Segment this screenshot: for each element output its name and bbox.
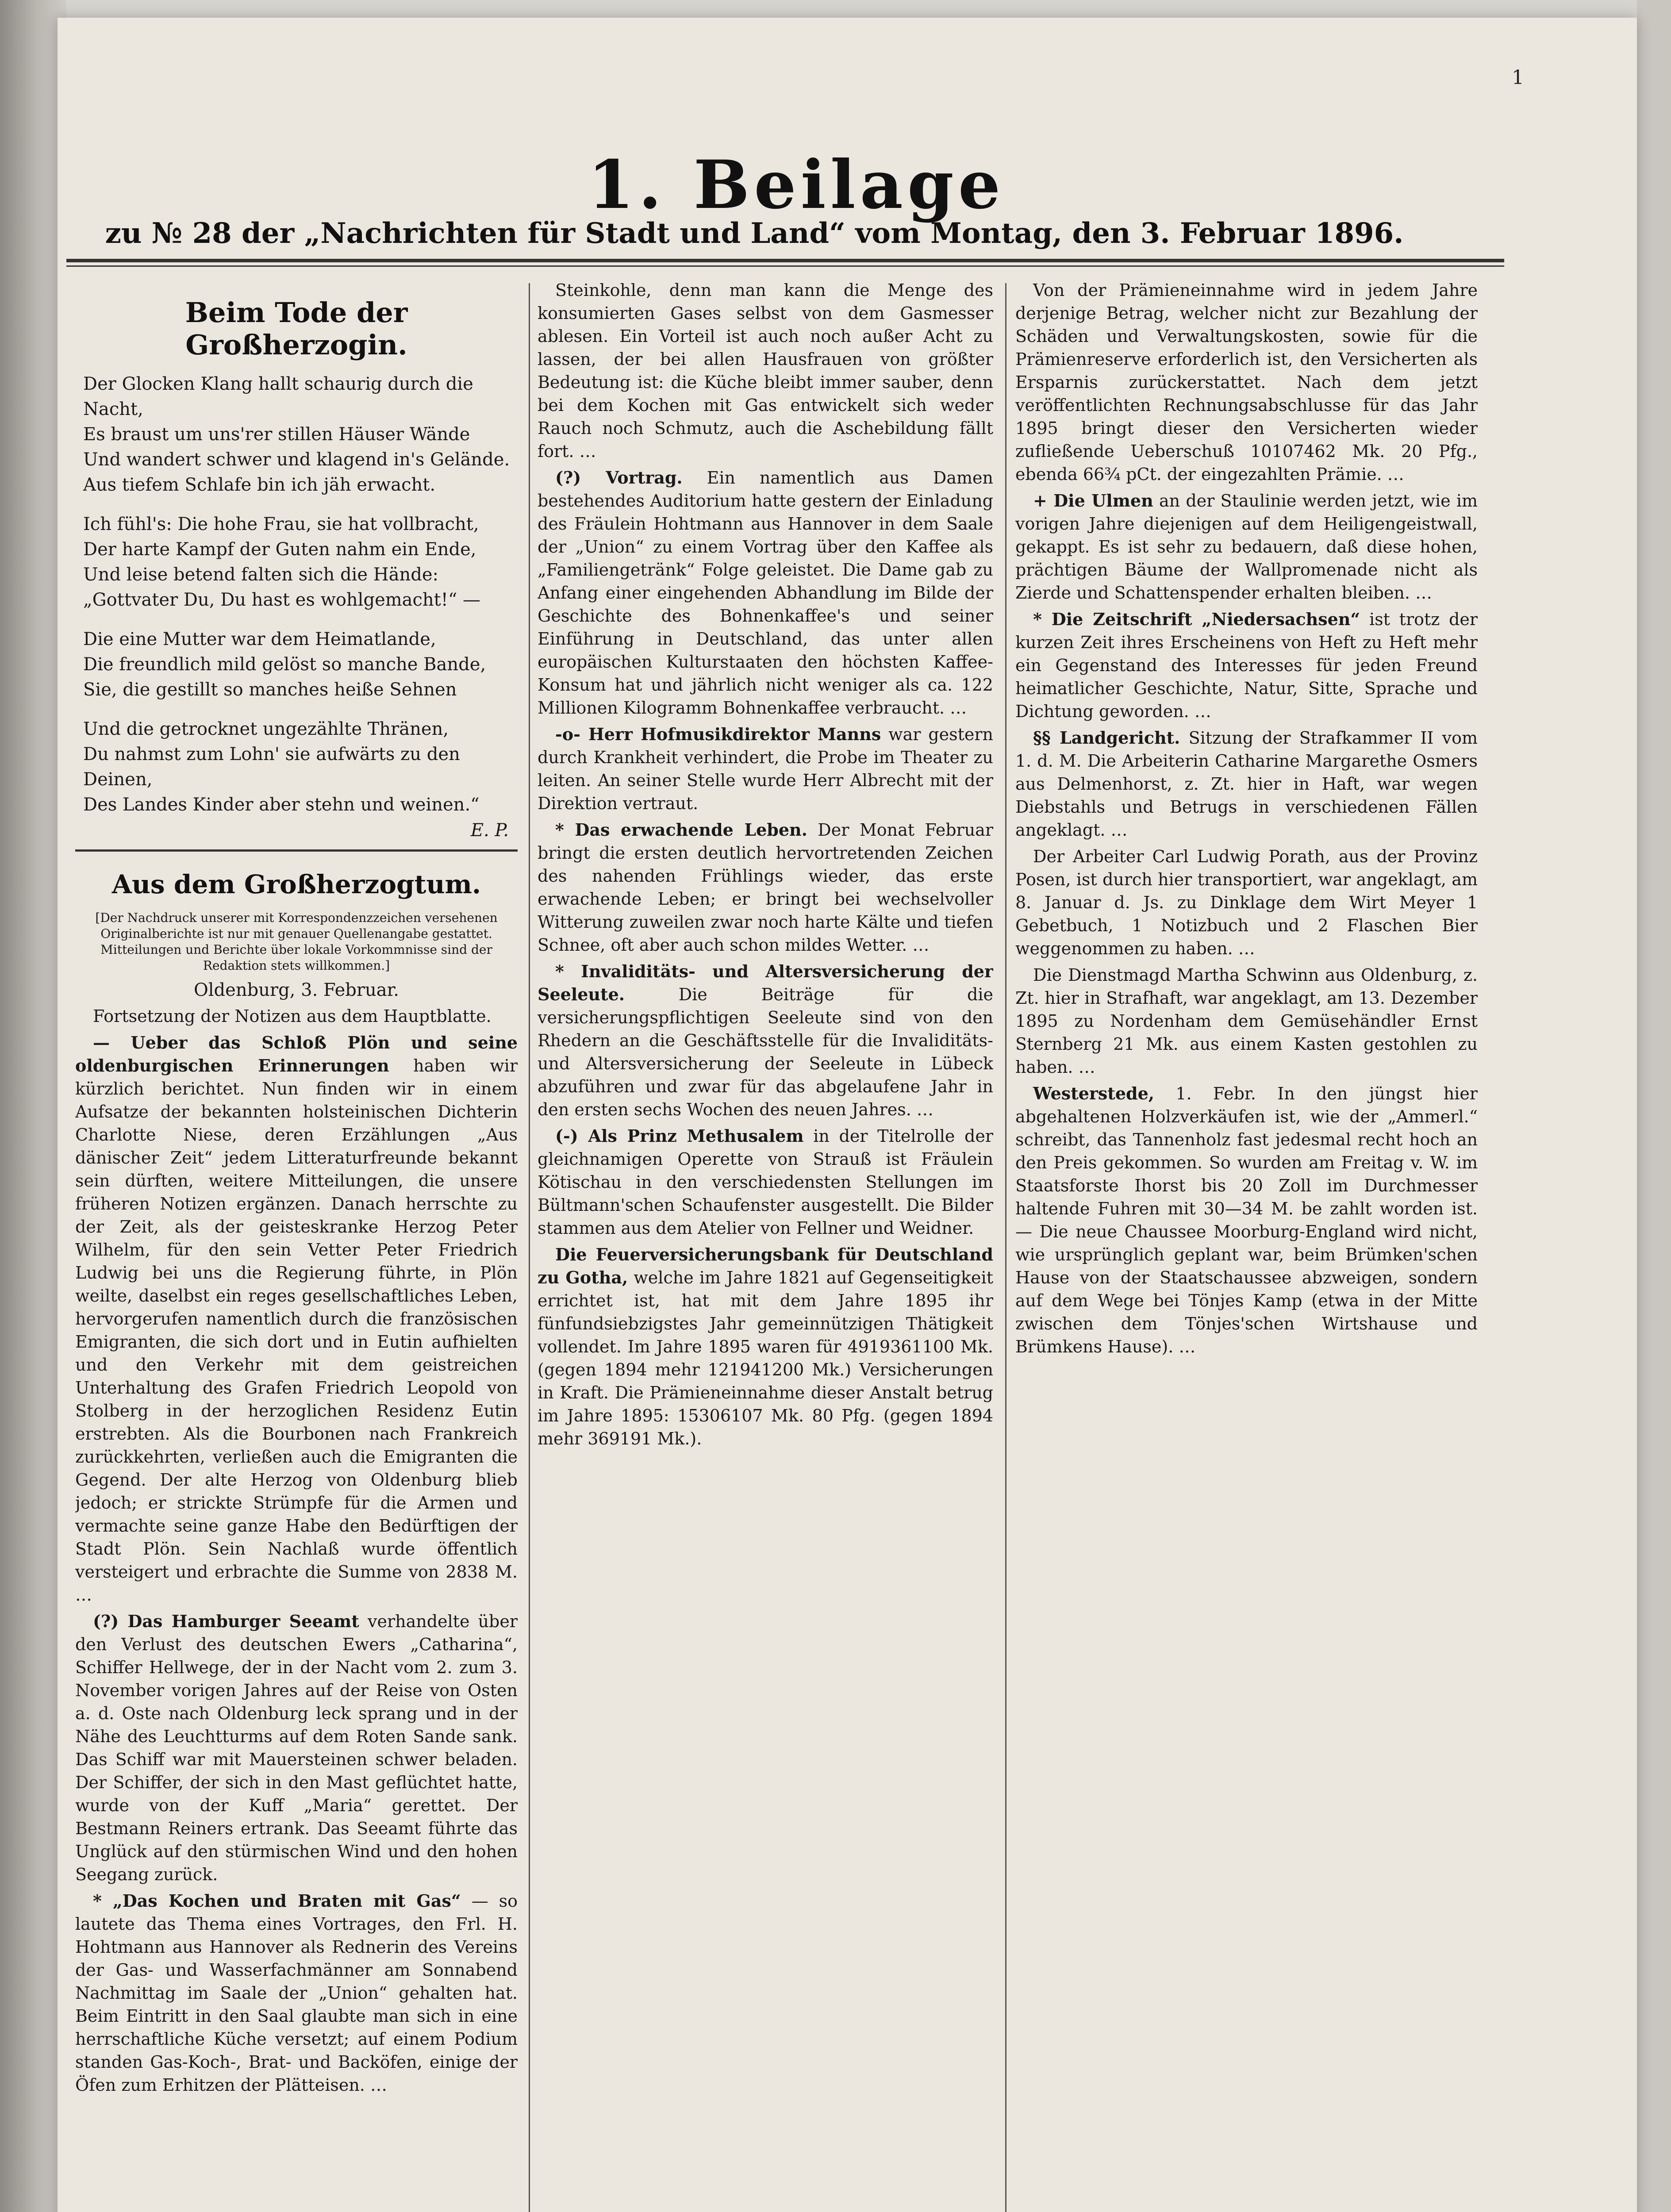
article-heading: Die Feuerversicherungsbank für Deutschland zu Gotha, <box>538 1244 993 1287</box>
article <box>538 466 993 719</box>
article-text: Steinkohle, denn man kann die Menge des konsumierten Gases selbst von dem Gasmesser ablesen. Ein Vorteil ist auch noch außer Acht zu lassen, der bei allen Hausfrauen von größter Bedeutung ist: die Küche bleibt immer sauber, denn bei dem Kochen mit Gas entwickelt sich weder Rauch noch Schmutz, auch die Aschebildung fällt fort. … <box>538 280 993 461</box>
poem-line: Und leise betend falten sich die Hände: <box>83 565 438 585</box>
book-binding <box>0 0 66 2212</box>
article <box>1015 489 1478 604</box>
article-text: Der Monat Februar bringt die ersten deutlich hervortretenden Zeichen des nahenden Frühlings wieder, das erste erwachende Leben; er bringt bei wechselvoller Witterung zuweilen zwar noch harte Kälte und tiefen Schnee, oft aber auch schon mildes Wetter. … <box>538 820 993 955</box>
poem-line: Der harte Kampf der Guten nahm ein Ende, <box>83 539 476 560</box>
masthead-rule <box>66 259 1504 262</box>
article-text: Die Beiträge für die versicherungspflichtigen Seeleute sind von den Rhedern an die Geschäftsstelle für die Invaliditäts- und Altersversicherung der Seeleute in Lübeck abzuführen und zwar für das abgelaufene Jahr in den ersten sechs Wochen des neuen Jahres. … <box>538 985 993 1119</box>
poem-line: Und wandert schwer und klagend in's Gelände. <box>83 449 510 470</box>
article-heading: -o- Herr Hofmusikdirektor Manns <box>555 724 881 744</box>
page-edge <box>1637 0 1671 2212</box>
column-divider <box>529 283 530 2212</box>
poem-line: Sie, die gestillt so manches heiße Sehnen <box>83 680 457 700</box>
article-heading: * Die Zeitschrift „Niedersachsen“ <box>1033 609 1360 629</box>
continuation-note: Fortsetzung der Notizen aus dem Hauptblatte. <box>93 1006 492 1026</box>
poem-line: Es braust um uns'rer stillen Häuser Wände <box>83 424 470 445</box>
article-text: Die Dienstmagd Martha Schwinn aus Oldenburg, z. Zt. hier in Strafhaft, war angeklagt, am 13. Dezember 1895 zu Nordenham dem Gemüsehändler Ernst Sternberg 21 Mk. aus einem Kasten gestohlen zu haben. … <box>1015 965 1478 1077</box>
article-text: Ein namentlich aus Damen bestehendes Auditorium hatte gestern der Einladung des Fräulein Hohtmann aus Hannover in dem Saale der „Union“ zu einem Vortrag über den Kaffee als „Familiengetränk“ Folge geleistet. Die Dame gab zu Anfang einer eingehenden Abhandlung im Bilde der Geschichte des Bohnenkaffee's und seiner Einführung in Deutschland, das unter allen europäischen Kulturstaaten den höchsten Kaffee-Konsum hat und jährlich nicht weniger als ca. 122 Millionen Kilogramm Bohnenkaffee verbraucht. … <box>538 468 993 718</box>
article <box>1015 608 1478 723</box>
column-3 <box>1015 279 1478 2212</box>
article <box>75 1610 518 1886</box>
article-heading: (-) Als Prinz Methusalem <box>555 1126 804 1146</box>
poem-signature: E. P. <box>470 820 509 841</box>
article-heading: * „Das Kochen und Braten mit Gas“ <box>93 1891 461 1911</box>
poem <box>75 372 518 818</box>
article <box>538 960 993 1121</box>
article-text: war gestern durch Krankheit verhindert, die Probe im Theater zu leiten. An seiner Stelle wurde Herr Albrecht mit der Direktion vertraut. <box>538 725 993 813</box>
poem-line: Die eine Mutter war dem Heimatlande, <box>83 629 436 649</box>
masthead-rule-thin <box>66 265 1504 267</box>
column-1 <box>75 279 518 2212</box>
article-body <box>538 279 993 1450</box>
poem-line: „Gottvater Du, Du hast es wohlgemacht!“ — <box>83 590 480 610</box>
column-2 <box>538 279 993 2212</box>
article <box>75 1031 518 1606</box>
article <box>1015 1082 1478 1358</box>
article-text: an der Staulinie werden jetzt, wie im vorigen Jahre diejenigen auf dem Heiligengeistwall, gekappt. Es ist sehr zu bedauern, daß diese hohen, prächtigen Bäume der Wallpromenade nicht als Zierde und Schattenspender erhalten bleiben. … <box>1015 491 1478 603</box>
section-title: Aus dem Großherzogtum. <box>111 869 481 899</box>
article <box>1015 726 1478 841</box>
article-text: verhandelte über den Verlust des deutschen Ewers „Catharina“, Schiffer Hellwege, der in der Nacht vom 2. zum 3. November vorigen Jahres auf der Reise von Osten a. d. Oste nach Oldenburg leck sprang und in der Nähe des Leuchtturms auf dem Roten Sande sank. Das Schiff war mit Mauersteinen schwer beladen. Der Schiffer, der sich in den Mast geflüchtet hatte, wurde von der Kuff „Maria“ gerettet. Der Bestmann Reiners ertrank. Das Seeamt führte das Unglück auf den stürmischen Wind und den hohen Seegang zurück. <box>75 1612 518 1884</box>
poem-line: Der Glocken Klang hallt schaurig durch die Nacht, <box>83 374 473 419</box>
dateline: Oldenburg, 3. Februar. <box>193 980 400 1000</box>
poem-line: Ich fühl's: Die hohe Frau, sie hat vollbracht, <box>83 514 479 534</box>
article-heading: (?) Vortrag. <box>555 468 683 488</box>
article <box>538 1125 993 1240</box>
poem-line: Die freundlich mild gelöst so manche Bande, <box>83 654 486 675</box>
article-heading: §§ Landgericht. <box>1033 728 1180 748</box>
article-text: Von der Prämieneinnahme wird in jedem Jahre derjenige Betrag, welcher nicht zur Bezahlung der Schäden und Verwaltungskosten, sowie für die Prämienreserve erforderlich ist, den Versicherten als Ersparnis zurückerstattet. Nach dem jetzt veröffentlichten Rechnungsabschlusse für das Jahr 1895 bringt dieser den Versicherten wieder zufließende Ueberschuß 10107462 Mk. 20 Pfg., ebenda 66¾ pCt. der eingezahlten Prämie. … <box>1015 280 1478 484</box>
masthead-subtitle: zu № 28 der „Nachrichten für Stadt und Land“ vom Montag, den 3. Februar 1896. <box>105 217 1404 250</box>
poem-line: Und die getrocknet ungezählte Thränen, <box>83 719 449 739</box>
article-heading: (?) Das Hamburger Seeamt <box>93 1611 359 1631</box>
article-text: ist trotz der kurzen Zeit ihres Erscheinens von Heft zu Heft mehr ein Gegenstand des Interesses für jeden Freund heimatlicher Geschichte, Natur, Sitte, Sprache und Dichtung geworden. … <box>1015 610 1478 721</box>
article <box>538 723 993 815</box>
column-divider <box>1005 283 1006 2212</box>
section-rule <box>75 849 518 852</box>
article-heading: + Die Ulmen <box>1033 491 1153 511</box>
article <box>538 818 993 956</box>
article <box>538 1243 993 1450</box>
article-text: Sitzung der Strafkammer II vom 1. d. M. Die Arbeiterin Catharine Margarethe Osmers aus Delmenhorst, z. Zt. hier in Haft, war wegen Diebstahls und Betrugs in verschiedenen Fällen angeklagt. … <box>1015 728 1478 840</box>
article-body <box>1015 279 1478 1358</box>
article-text: welche im Jahre 1821 auf Gegenseitigkeit errichtet ist, hat mit dem Jahre 1895 ihr fünfundsiebzigstes Jahr gemeinnützigen Thätigkeit vollendet. Im Jahre 1895 waren für 4919361100 Mk. (gegen 1894 mehr 121941200 Mk.) Versicherungen in Kraft. Die Prämieneinnahme dieser Anstalt betrug im Jahre 1895: 15306107 Mk. 80 Pfg. (gegen 1894 mehr 369191 Mk.). <box>538 1268 993 1448</box>
article-text: — so lautete das Thema eines Vortrages, den Frl. H. Hohtmann aus Hannover als Rednerin des Vereins der Gas- und Wasserfachmänner am Sonnabend Nachmittag im Saale der „Union“ gehalten hat. Beim Eintritt in den Saal glaubte man sich in eine herrschaftliche Küche versetzt; auf einem Podium standen Gas-Koch-, Brat- und Backöfen, einige der Öfen zum Erhitzen der Plätteisen. … <box>75 1891 518 2095</box>
article-text: in der Titelrolle der gleichnamigen Operette von Strauß ist Fräulein Kötischau in den verschiedensten Stellungen im Bültmann'schen Schaufenster ausgestellt. Die Bilder stammen aus dem Atelier von Fellner und Weidner. <box>538 1126 993 1238</box>
article-heading: * Invaliditäts- und Altersversicherung der Seeleute. <box>538 961 993 1004</box>
article-text: haben wir kürzlich berichtet. Nun finden wir in einem Aufsatze der bekannten holsteinischen Dichterin Charlotte Niese, deren Erzählungen „Aus dänischer Zeit“ jedem Litteraturfreunde bekannt sein dürften, weitere Mitteilungen, die unsere früheren Notizen ergänzen. Danach herrschte zu der Zeit, als der geisteskranke Herzog Peter Wilhelm, für den sein Vetter Peter Friedrich Ludwig bei uns die Regierung führte, in Plön weilte, daselbst ein reges gesellschaftliches Leben, hervorgerufen namentlich durch die französischen Emigranten, die sich dort und in Eutin aufhielten und den Verkehr mit dem geistreichen Unterhaltung des Grafen Friedrich Leopold von Stolberg in der herzoglichen Residenz Eutin erstrebten. Als die Bourbonen nach Frankreich zurückkehrten, verließen auch die Emigranten die Gegend. Der alte Herzog von Oldenburg blieb jedoch; er strickte Strümpfe für die Armen und vermachte seine ganze Habe den Bedürftigen der Stadt Plön. Sein Nachlaß wurde öffentlich versteigert und erbrachte die Summe von 2838 M. … <box>75 1056 518 1605</box>
article-heading: Westerstede, <box>1033 1083 1154 1103</box>
masthead-title: 1. Beilage <box>588 146 1005 224</box>
article-text: 1. Febr. In den jüngst hier abgehaltenen Holzverkäufen ist, wie der „Ammerl.“ schreibt, das Tannenholz fast jedesmal recht hoch an den Preis gekommen. So wurden am Freitag v. W. im Staatsforste Ihorst bis 20 Zoll im Durchmesser haltende Fuhren mit 30—34 M. be zahlt worden ist. — Die neue Chaussee Moorburg-England wird nicht, wie ursprünglich geplant war, beim Brümken'schen Hause von der Staatschaussee abzweigen, sondern auf dem Wege bei Tönjes Kamp (etwa in der Mitte zwischen dem Tönjes'schen Wirtshause und Brümkens Hause). … <box>1015 1084 1478 1356</box>
poem-title: Beim Tode der Großherzogin. <box>185 296 408 361</box>
article-heading: — Ueber das Schloß Plön und seine oldenburgischen Erinnerungen <box>75 1033 518 1075</box>
poem-line: Aus tiefem Schlafe bin ich jäh erwacht. <box>83 475 436 495</box>
poem-line: Des Landes Kinder aber stehn und weinen.“ <box>83 795 480 815</box>
article-text: Der Arbeiter Carl Ludwig Porath, aus der Provinz Posen, ist durch hier transportiert, war angeklagt, am 8. Januar d. Js. zu Dinklage dem Wirt Meyer 1 Gebetbuch, 1 Notizbuch und 2 Flaschen Bier weggenommen zu haben. … <box>1015 847 1478 958</box>
page-number: 1 <box>1512 66 1524 89</box>
poem-line: Du nahmst zum Lohn' sie aufwärts zu den Deinen, <box>83 744 460 790</box>
reprint-note: [Der Nachdruck unserer mit Korrespondenzzeichen versehenen Originalberichte ist nur mit genauer Quellenangabe gestattet. Mitteilungen und Berichte über lokale Vorkommnisse sind der Redaktion stets willkommen.] <box>95 910 498 973</box>
article-body <box>75 1005 518 2097</box>
article-heading: * Das erwachende Leben. <box>555 820 807 840</box>
article <box>75 1889 518 2097</box>
